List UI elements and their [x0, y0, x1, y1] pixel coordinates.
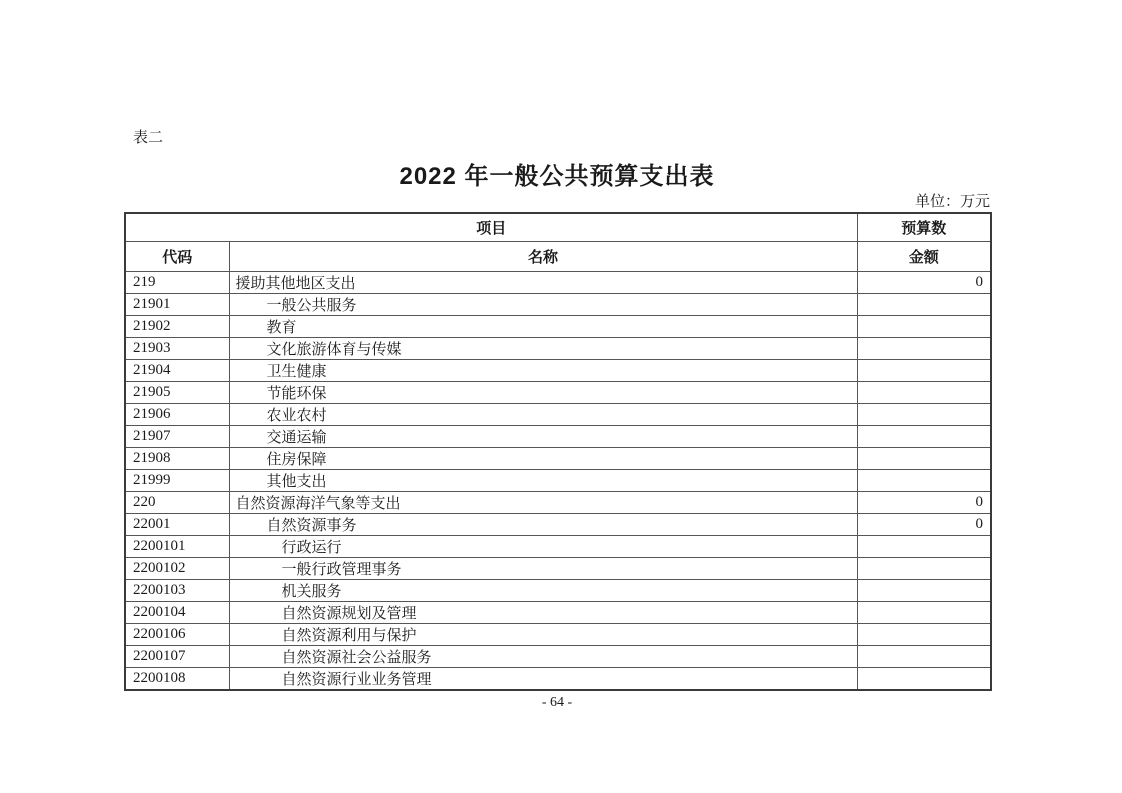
table-row: [125, 557, 991, 579]
name-cell: 住房保障: [229, 447, 857, 469]
code-cell: 2200101: [125, 535, 229, 557]
amount-cell: [857, 645, 991, 667]
amount-cell: 0: [857, 491, 991, 513]
header-budget: 预算数: [857, 213, 991, 241]
amount-cell: [857, 667, 991, 690]
code-cell: 21902: [125, 315, 229, 337]
code-cell: 2200104: [125, 601, 229, 623]
name-cell: 教育: [229, 315, 857, 337]
table-row: [125, 469, 991, 491]
table-row: [125, 513, 991, 535]
table-row: [125, 403, 991, 425]
name-cell: 交通运输: [229, 425, 857, 447]
table-row: [125, 579, 991, 601]
budget-table: [124, 212, 992, 691]
amount-cell: [857, 535, 991, 557]
amount-cell: 0: [857, 271, 991, 293]
amount-cell: [857, 315, 991, 337]
name-cell: 自然资源事务: [229, 513, 857, 535]
name-cell: 援助其他地区支出: [229, 271, 857, 293]
page-title: 2022 年一般公共预算支出表: [399, 163, 715, 190]
table-row: [125, 359, 991, 381]
table-row: [125, 535, 991, 557]
table-row: [125, 447, 991, 469]
name-cell: 文化旅游体育与传媒: [229, 337, 857, 359]
code-cell: 21907: [125, 425, 229, 447]
name-cell: 自然资源社会公益服务: [229, 645, 857, 667]
amount-cell: [857, 469, 991, 491]
name-cell: 一般行政管理事务: [229, 557, 857, 579]
code-cell: 2200108: [125, 667, 229, 690]
table-row: [125, 337, 991, 359]
code-cell: 220: [125, 491, 229, 513]
name-cell: 机关服务: [229, 579, 857, 601]
code-cell: 22001: [125, 513, 229, 535]
table-body: [125, 271, 991, 690]
table-row: [125, 315, 991, 337]
amount-cell: [857, 359, 991, 381]
amount-cell: [857, 381, 991, 403]
header-row-columns: [125, 241, 991, 271]
table-row: [125, 667, 991, 690]
code-cell: 21904: [125, 359, 229, 381]
header-amount: 金额: [857, 241, 991, 271]
code-cell: 2200103: [125, 579, 229, 601]
table-row: [125, 381, 991, 403]
table-row: [125, 271, 991, 293]
name-cell: 农业农村: [229, 403, 857, 425]
header-name: 名称: [229, 241, 857, 271]
page-number: - 64 -: [541, 695, 573, 710]
table-row: [125, 425, 991, 447]
code-cell: 21999: [125, 469, 229, 491]
table-row: [125, 601, 991, 623]
name-cell: 自然资源利用与保护: [229, 623, 857, 645]
amount-cell: [857, 579, 991, 601]
name-cell: 卫生健康: [229, 359, 857, 381]
table-row: [125, 645, 991, 667]
name-cell: 自然资源规划及管理: [229, 601, 857, 623]
header-item: 项目: [125, 213, 857, 241]
code-cell: 219: [125, 271, 229, 293]
code-cell: 21901: [125, 293, 229, 315]
header-row-group: [125, 213, 991, 241]
code-cell: 21906: [125, 403, 229, 425]
name-cell: 其他支出: [229, 469, 857, 491]
table-row: [125, 293, 991, 315]
amount-cell: [857, 425, 991, 447]
name-cell: 节能环保: [229, 381, 857, 403]
amount-cell: [857, 601, 991, 623]
code-cell: 21908: [125, 447, 229, 469]
code-cell: 2200106: [125, 623, 229, 645]
name-cell: 自然资源行业业务管理: [229, 667, 857, 690]
code-cell: 21903: [125, 337, 229, 359]
amount-cell: 0: [857, 513, 991, 535]
amount-cell: [857, 557, 991, 579]
name-cell: 一般公共服务: [229, 293, 857, 315]
amount-cell: [857, 623, 991, 645]
table-row: [125, 491, 991, 513]
code-cell: 21905: [125, 381, 229, 403]
name-cell: 自然资源海洋气象等支出: [229, 491, 857, 513]
amount-cell: [857, 447, 991, 469]
amount-cell: [857, 337, 991, 359]
amount-cell: [857, 403, 991, 425]
code-cell: 2200102: [125, 557, 229, 579]
name-cell: 行政运行: [229, 535, 857, 557]
table-row: [125, 623, 991, 645]
amount-cell: [857, 293, 991, 315]
table-label: 表二: [133, 130, 164, 146]
unit-note: 单位：万元: [914, 194, 990, 210]
code-cell: 2200107: [125, 645, 229, 667]
header-code: 代码: [125, 241, 229, 271]
